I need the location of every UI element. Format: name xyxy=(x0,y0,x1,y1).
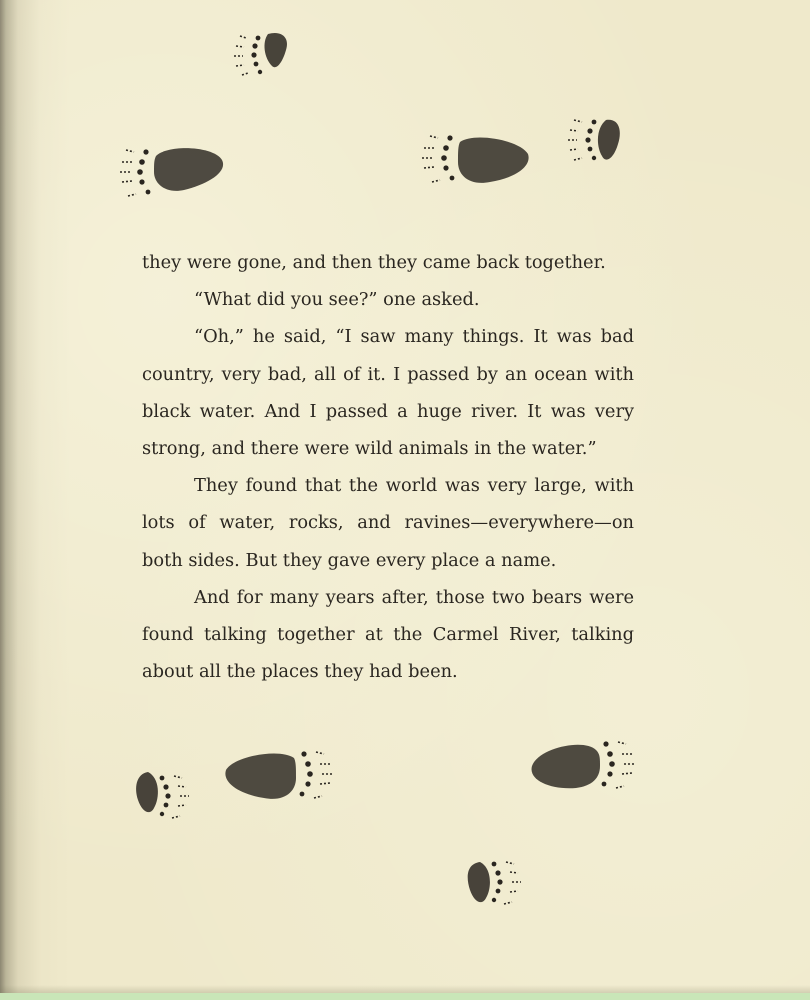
paragraph: “What did you see?” one asked. xyxy=(194,289,480,311)
bear-paw-print-icon xyxy=(562,112,626,168)
bear-paw-print-icon xyxy=(228,28,292,80)
page-gutter-shadow xyxy=(0,0,70,993)
story-text xyxy=(142,244,634,690)
paragraph: They found that the world was very large, with lots of water, rocks, and ravines—everywhere—on both sides. But they gave every place a name. xyxy=(142,475,634,571)
paragraph: they were gone, and then they came back together. xyxy=(142,252,606,273)
bear-paw-print-icon xyxy=(420,130,532,192)
bear-paw-print-icon xyxy=(132,766,192,824)
paragraph: And for many years after, those two bears were found talking together at the Carmel River, talking about all the places they had been. xyxy=(142,586,634,683)
bear-paw-print-icon xyxy=(462,854,524,910)
page-bottom-edge xyxy=(0,985,810,993)
bear-paw-print-icon xyxy=(528,736,638,796)
paragraph: “Oh,” he said, “I saw many things. It was bad country, very bad, all of it. I passed by an ocean with black water. And I passed a huge river. It was very strong, and there were wild animals in the water.” xyxy=(142,326,634,460)
bear-paw-print-icon xyxy=(222,746,334,808)
bear-paw-print-icon xyxy=(118,140,226,204)
